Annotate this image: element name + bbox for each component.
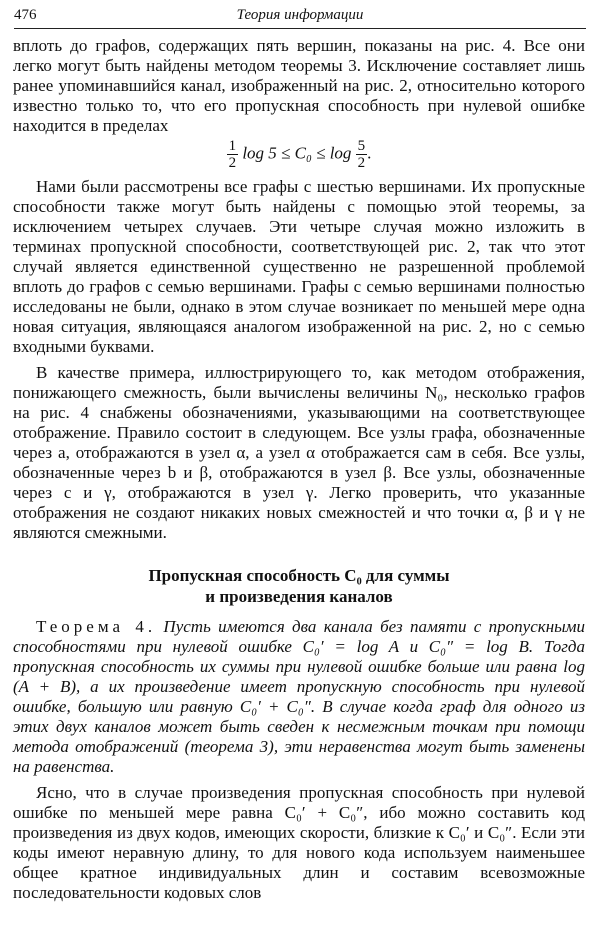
running-header — [14, 6, 586, 29]
running-title: Теория информации — [236, 7, 364, 23]
formula-c0-bounds: $\frac{1}{2}$ log 5 ≤ C₀ ≤ log $\frac{5}{2}$ . — [228, 138, 372, 171]
theorem-text: Пусть имеются два канала без памяти с пропускными способностями при нулевой ошибке C₀′ = log A и C₀″ = log B. Тогда пропускная способность их суммы при нулевой ошибке больше или равна log (A + B), а их произведение имеет пропускную способность при нулевой ошибке, большую или равную C₀′ + C₀″. В случае когда граф для одного из этих двух каналов может быть сведен к несмежным точкам при помощи метода отображений (теорема 3), эти неравенства могут быть заменены на равенства. — [13, 617, 586, 776]
paragraph-2: Нами были рассмотрены все графы с шестью вершинами. Их пропускные способности также могут быть найдены с помощью этой теоремы, за исключением четырех случаев. Эти четыре случая можно изложить в терминах пропускной способности, соответствующей рис. 2, так что этот случай является единственной существенно не разрешенной проблемой вплоть до графов с семью вершинами. Графы с семью вершинами полностью исследованы не были, однако в этом случае возникает по меньшей мере одна новая ситуация, являющаяся аналогом изображенной на рис. 2, но с семью входными буквами. — [13, 177, 585, 356]
formula-middle: log 5 ≤ C₀ ≤ log — [242, 143, 352, 163]
theorem-4 — [13, 617, 585, 777]
section-title: Пропускная способность C₀ для суммы и произведения каналов — [148, 566, 450, 606]
theorem-label: Теорема 4. — [36, 617, 157, 636]
fraction-five-halves: $\frac{5}{2}$ — [357, 138, 366, 171]
paragraph-4: Ясно, что в случае произведения пропускная способность при нулевой ошибке по меньшей мере равна C₀′ + C₀″, ибо можно составить код произведения из двух кодов, имеющих скорости, близкие к C₀′ и C₀″. Если эти коды имеют неравную длину, то для нового кода используем наименьшее общее кратное индивидуальных длин и составим всевозможные последовательности кодовых слов — [13, 783, 585, 902]
paragraph-1: вплоть до графов, содержащих пять вершин, показаны на рис. 4. Все они легко могут быть найдены методом теоремы 3. Исключение составляет лишь ранее упоминавшийся канал, изображенный на рис. 2, относительно которого известно только то, что его пропускная способность при нулевой ошибке находится в пределах — [13, 36, 585, 135]
page-number: 476 — [14, 7, 37, 23]
page-body — [13, 36, 585, 903]
paragraph-3: В качестве примера, иллюстрирующего то, как методом отображения, понижающего смежность, были вычислены величины N₀, несколько графов на рис. 4 снабжены обозначениями, указывающими на соответствующее отображение. Правило состоит в следующем. Все узлы графа, обозначенные через a, отображаются в узел α, а узел α отображается сам в себя. Все узлы, обозначенные через b и β, отображаются в узел β. Все узлы, обозначенные через c и γ, отображаются в узел γ. Легко проверить, что указанные отображения не создают никаких новых смежностей и что точки α, β и γ не являются смежными. — [13, 363, 585, 542]
fraction-one-half: $\frac{1}{2}$ — [228, 138, 237, 171]
